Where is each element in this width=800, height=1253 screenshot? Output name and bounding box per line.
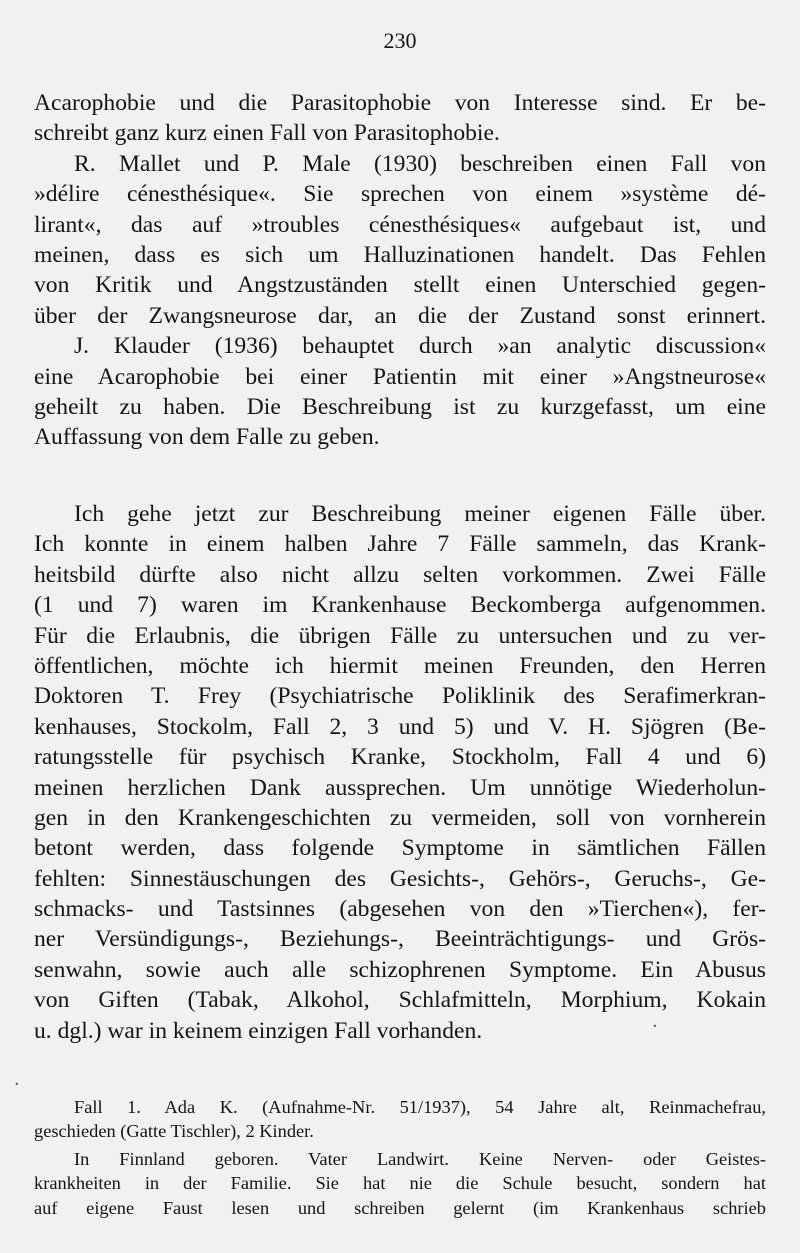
text-line: von Giften (Tabak, Alkohol, Schlafmitteln, Morphium, Kokain — [34, 987, 766, 1014]
text-line: Für die Erlaubnis, die übrigen Fälle zu untersuchen und zu ver- — [34, 622, 766, 649]
text-line: ner Versündigungs-, Beziehungs-, Beeinträchtigungs- und Grös- — [34, 926, 766, 953]
paragraph-literature-review — [34, 88, 766, 453]
text-line: geschieden (Gatte Tischler), 2 Kinder. — [34, 1121, 314, 1142]
text-line: Ich gehe jetzt zur Beschreibung meiner eigenen Fälle über. — [74, 501, 766, 527]
text-line: geheilt zu haben. Die Beschreibung ist zu kurzgefasst, um eine — [34, 393, 766, 420]
text-line: Doktoren T. Frey (Psychiatrische Poliklinik des Serafimerkran- — [34, 683, 766, 710]
text-line: Fall 1. Ada K. (Aufnahme-Nr. 51/1937), 54 Jahre alt, Reinmachefrau, — [74, 1097, 766, 1117]
text-line: schmacks- und Tastsinnes (abgesehen von den »Tierchen«), fer- — [34, 896, 766, 923]
text-line: R. Mallet und P. Male (1930) beschreiben einen Fall von — [74, 150, 766, 177]
text-line: über der Zwangsneurose dar, an die der Zustand sonst erinnert. — [34, 302, 766, 329]
stray-mark: · — [652, 1016, 658, 1037]
text-line: heitsbild dürfte also nicht allzu selten vorkommen. Zwei Fälle — [34, 561, 766, 588]
text-line: senwahn, sowie auch alle schizophrenen Symptome. Ein Abusus — [34, 956, 766, 983]
text-line: betont werden, dass folgende Symptome in sämtlichen Fällen — [34, 835, 766, 862]
text-line: Ich konnte in einem halben Jahre 7 Fälle sammeln, das Krank- — [34, 531, 766, 558]
text-line: fehlten: Sinnestäuschungen des Gesichts-, Gehörs-, Geruchs-, Ge- — [34, 865, 766, 892]
text-line: öffentlichen, möchte ich hiermit meinen Freunden, den Herren — [34, 652, 766, 679]
text-line: auf eigene Faust lesen und schreiben gelernt (im Krankenhaus schrieb — [34, 1197, 766, 1218]
text-line: (1 und 7) waren im Krankenhause Beckomberga aufgenommen. — [34, 592, 766, 619]
text-line: kenhauses, Stockolm, Fall 2, 3 und 5) und V. H. Sjögren (Be- — [34, 713, 766, 740]
case-body — [34, 1147, 766, 1220]
case-heading — [34, 1095, 766, 1144]
text-line: krankheiten in der Familie. Sie hat nie die Schule besucht, sondern hat — [34, 1173, 766, 1194]
text-line: meinen, dass es sich um Halluzinationen handelt. Das Fehlen — [34, 241, 766, 268]
text-line: »délire cénesthésique«. Sie sprechen von einem »système dé- — [34, 181, 766, 208]
stray-mark: · — [14, 1074, 20, 1095]
text-line: von Kritik und Angstzuständen stellt einen Unterschied gegen- — [34, 272, 766, 299]
text-line: Auffassung von dem Falle zu geben. — [34, 424, 380, 451]
text-line: eine Acarophobie bei einer Patientin mit einer »Angstneurose« — [34, 363, 766, 390]
paragraph-own-cases — [34, 499, 766, 1046]
text-line: Acarophobie und die Parasitophobie von Interesse sind. Er be- — [34, 90, 766, 116]
text-line: gen in den Krankengeschichten zu vermeiden, soll von vornherein — [34, 804, 766, 831]
text-line: lirant«, das auf »troubles cénesthésiques« aufgebaut ist, und — [34, 211, 766, 238]
text-line: J. Klauder (1936) behauptet durch »an analytic discussion« — [74, 333, 766, 360]
text-line: u. dgl.) war in keinem einzigen Fall vorhanden. — [34, 1017, 483, 1044]
text-line: ratungsstelle für psychisch Kranke, Stockholm, Fall 4 und 6) — [34, 744, 766, 771]
page-number: 230 — [383, 28, 417, 53]
text-line: In Finnland geboren. Vater Landwirt. Keine Nerven- oder Geistes- — [74, 1149, 766, 1169]
text-line: schreibt ganz kurz einen Fall von Parasitophobie. — [34, 120, 500, 147]
text-line: meinen herzlichen Dank aussprechen. Um unnötige Wiederholun- — [34, 774, 766, 801]
